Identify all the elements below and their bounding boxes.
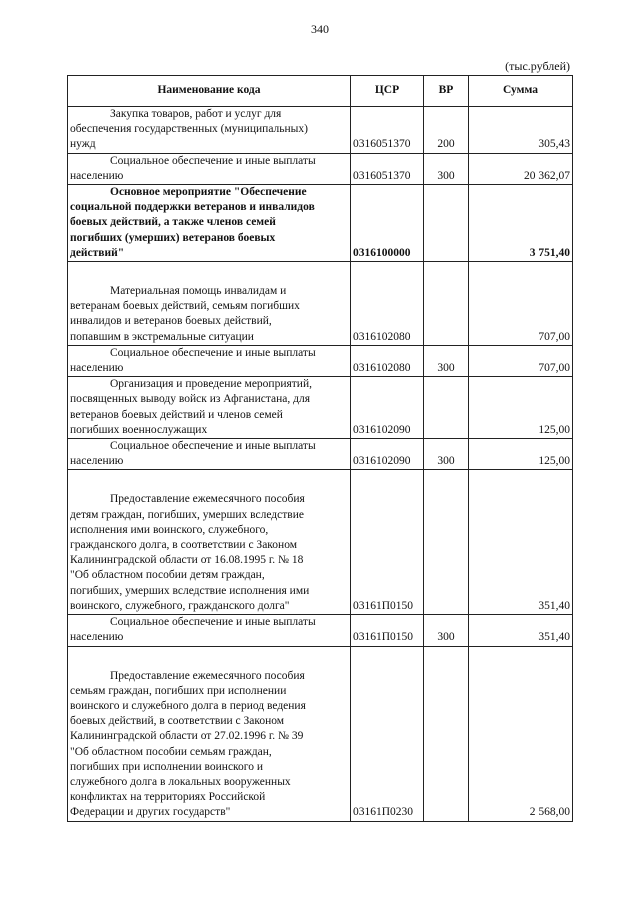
row-vr: [424, 185, 469, 262]
row-name-line: боевых действий, в соответствии с Законом: [70, 715, 285, 728]
row-name: [68, 615, 351, 646]
row-sum: 3 751,40: [469, 185, 573, 262]
header-csr: ЦСР: [351, 76, 424, 107]
table-row: [68, 262, 573, 346]
row-name-line: Предоставление ежемесячного пособия: [110, 493, 305, 506]
row-name-line: населению: [70, 169, 124, 182]
row-csr: 0316102090: [351, 439, 424, 470]
row-name-line: Федерации и других государств": [70, 806, 231, 819]
row-name-line: попавшим в экстремальные ситуации: [70, 330, 254, 343]
row-name-line: исполнения ими воинского, служебного,: [70, 523, 269, 536]
row-name-line: детям граждан, погибших, умерших вследствие: [70, 508, 304, 521]
row-sum: 707,00: [469, 262, 573, 346]
row-name-line: посвященных выводу войск из Афганистана, для: [70, 393, 310, 406]
row-name-line: погибших военнослужащих: [70, 423, 208, 436]
row-vr: 300: [424, 615, 469, 646]
row-vr: [424, 262, 469, 346]
row-vr: 200: [424, 107, 469, 154]
row-vr: 300: [424, 345, 469, 376]
row-name-line: Организация и проведение мероприятий,: [110, 378, 312, 391]
row-name-line: семьям граждан, погибших при исполнении: [70, 684, 287, 697]
row-csr: 0316051370: [351, 153, 424, 184]
header-sum: Сумма: [469, 76, 573, 107]
row-name: [68, 439, 351, 470]
row-name-line: нужд: [70, 138, 96, 151]
row-name-line: Закупка товаров, работ и услуг для: [110, 108, 282, 120]
row-vr: [424, 377, 469, 439]
row-name-line: служебного долга в локальных вооруженных: [70, 775, 291, 788]
table-row: [68, 377, 573, 439]
table-row: [68, 439, 573, 470]
row-name-line: Материальная помощь инвалидам и: [110, 285, 287, 298]
row-vr: [424, 646, 469, 821]
row-name-line: Социальное обеспечение и иные выплаты: [110, 154, 316, 167]
row-sum: 351,40: [469, 470, 573, 615]
row-csr: 03161П0230: [351, 646, 424, 821]
row-name-line: Калининградской области от 16.08.1995 г. № 18: [70, 554, 304, 567]
row-name-line: погибших, умерших вследствие исполнения ими: [70, 584, 310, 597]
row-name-line: Социальное обеспечение и иные выплаты: [110, 346, 316, 359]
table-row: [68, 153, 573, 184]
row-name-line: Калининградской области от 27.02.1996 г. № 39: [70, 730, 304, 743]
budget-table: [67, 75, 573, 822]
row-sum: 707,00: [469, 345, 573, 376]
row-name: [68, 262, 351, 346]
row-csr: 0316102090: [351, 377, 424, 439]
row-vr: 300: [424, 439, 469, 470]
table-header-row: [68, 76, 573, 107]
row-name-line: "Об областном пособии семьям граждан,: [70, 745, 272, 758]
row-sum: 351,40: [469, 615, 573, 646]
row-name-line: населению: [70, 631, 124, 644]
row-name-line: Социальное обеспечение и иные выплаты: [110, 440, 316, 453]
row-name-line: погибших при исполнении воинского и: [70, 760, 264, 773]
row-csr: 0316051370: [351, 107, 424, 154]
row-name: [68, 646, 351, 821]
table-row: [68, 646, 573, 821]
row-name-line: гражданского долга, в соответствии с Законом: [70, 539, 298, 552]
row-sum: 20 362,07: [469, 153, 573, 184]
row-name-line: боевых действий, а также членов семей: [70, 216, 276, 229]
row-name-line: социальной поддержки ветеранов и инвалидов: [70, 201, 315, 214]
row-csr: 03161П0150: [351, 615, 424, 646]
row-sum: 125,00: [469, 439, 573, 470]
row-name-line: инвалидов и ветеранов боевых действий,: [70, 315, 272, 328]
row-name-line: Социальное обеспечение и иные выплаты: [110, 616, 316, 629]
row-vr: [424, 470, 469, 615]
row-sum: 2 568,00: [469, 646, 573, 821]
row-name-line: конфликтах на территориях Российской: [70, 791, 266, 804]
row-name-line: ветеранам боевых действий, семьям погибших: [70, 300, 300, 313]
table-row: [68, 615, 573, 646]
units-label: (тыс.рублей): [505, 59, 570, 73]
row-name-line: воинского и служебного долга в период ведения: [70, 699, 306, 712]
row-name-line: обеспечения государственных (муниципальных): [70, 123, 308, 136]
row-name: [68, 377, 351, 439]
row-name-line: воинского, служебного, гражданского долга": [70, 599, 290, 612]
row-name-line: ветеранов боевых действий и членов семей: [70, 408, 283, 421]
row-name-line: "Об областном пособии детям граждан,: [70, 569, 265, 582]
row-csr: 0316102080: [351, 345, 424, 376]
row-name: [68, 107, 351, 154]
row-sum: 125,00: [469, 377, 573, 439]
row-name: [68, 345, 351, 376]
row-name-line: действий": [70, 246, 125, 259]
row-name-line: Предоставление ежемесячного пособия: [110, 669, 305, 682]
row-csr: 0316102080: [351, 262, 424, 346]
row-name: [68, 470, 351, 615]
header-name: Наименование кода: [68, 76, 351, 107]
page-number: 340: [311, 22, 329, 36]
row-name-line: населению: [70, 362, 124, 375]
row-name: [68, 153, 351, 184]
row-vr: 300: [424, 153, 469, 184]
table-row: [68, 345, 573, 376]
table-row-main-activity: [68, 185, 573, 262]
row-name-line: населению: [70, 455, 124, 468]
row-sum: 305,43: [469, 107, 573, 154]
header-vr: ВР: [424, 76, 469, 107]
row-name-line: Основное мероприятие "Обеспечение: [110, 186, 307, 199]
table-row: [68, 107, 573, 154]
row-name-line: погибших (умерших) ветеранов боевых: [70, 231, 276, 244]
row-name: [68, 185, 351, 262]
row-csr: 0316100000: [351, 185, 424, 262]
row-csr: 03161П0150: [351, 470, 424, 615]
table-row: [68, 470, 573, 615]
